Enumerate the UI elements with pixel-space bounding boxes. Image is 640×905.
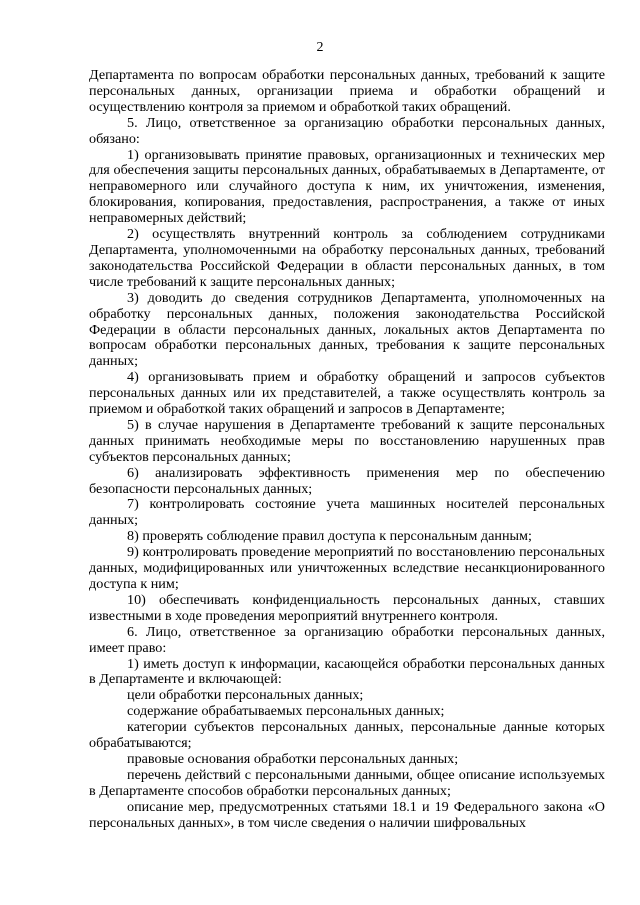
paragraph: 7) контролировать состояние учета машинных носителей персональных данных; (89, 496, 605, 529)
paragraph: 8) проверять соблюдение правил доступа к персональным данным; (127, 528, 532, 545)
paragraph: правовые основания обработки персональных данных; (127, 750, 459, 767)
paragraph: 4) организовывать прием и обработку обращений и запросов субъектов персональных данных или их представителей, а также осуществлять контроль за приемом и обработкой таких обращений и запросов в Департаменте; (89, 369, 605, 418)
page-number: 2 (316, 40, 324, 55)
paragraph: 1) организовывать принятие правовых, организационных и технических мер для обеспечения защиты персональных данных, обрабатываемых в Департаменте, от неправомерного или случайного доступа к ним, их уничтожения, изменения, блокирования, копирования, предоставления, распространения, а также от иных неправомерных действий; (89, 146, 605, 227)
paragraph: цели обработки персональных данных; (127, 687, 364, 704)
paragraph: 9) контролировать проведение мероприятий по восстановлению персональных данных, модифицированных или уничтоженных вследствие несанкционированного доступа к ним; (89, 544, 605, 592)
paragraph: Департамента по вопросам обработки персональных данных, требований к защите персональных данных, организации приема и обработки обращений и осуществлению контроля за приемом и обработкой таких обращений. (89, 67, 605, 115)
paragraph: содержание обрабатываемых персональных данных; (127, 703, 445, 720)
paragraph: категории субъектов персональных данных, персональные данные которых обрабатываются; (89, 719, 605, 752)
paragraph: 5) в случае нарушения в Департаменте требований к защите персональных данных принимать необходимые меры по восстановлению нарушенных прав субъектов персональных данных; (89, 416, 605, 465)
paragraph: 1) иметь доступ к информации, касающейся обработки персональных данных в Департаменте и включающей: (89, 655, 605, 688)
paragraph: 5. Лицо, ответственное за организацию обработки персональных данных, обязано: (89, 114, 605, 147)
paragraph: описание мер, предусмотренных статьями 18.1 и 19 Федерального закона «О персональных данных», в том числе сведения о наличии шифровальных (89, 798, 605, 831)
document-body (89, 68, 605, 832)
paragraph: 10) обеспечивать конфиденциальность персональных данных, ставших известными в ходе проведения мероприятий внутреннего контроля. (89, 591, 605, 624)
paragraph: 6. Лицо, ответственное за организацию обработки персональных данных, имеет право: (89, 623, 605, 656)
paragraph: перечень действий с персональными данными, общее описание используемых в Департаменте способов обработки персональных данных; (89, 766, 605, 799)
paragraph: 2) осуществлять внутренний контроль за соблюдением сотрудниками Департамента, уполномоченными на обработку персональных данных, требований законодательства Российской Федерации в области персональных данных, в том числе требований к защите персональных данных; (89, 226, 605, 290)
paragraph: 6) анализировать эффективность применения мер по обеспечению безопасности персональных данных; (89, 464, 605, 497)
paragraph: 3) доводить до сведения сотрудников Департамента, уполномоченных на обработку персональных данных, положения законодательства Российской Федерации в области персональных данных, локальных актов Департамента по вопросам обработки персональных данных, требования к защите персональных данных; (89, 289, 605, 370)
